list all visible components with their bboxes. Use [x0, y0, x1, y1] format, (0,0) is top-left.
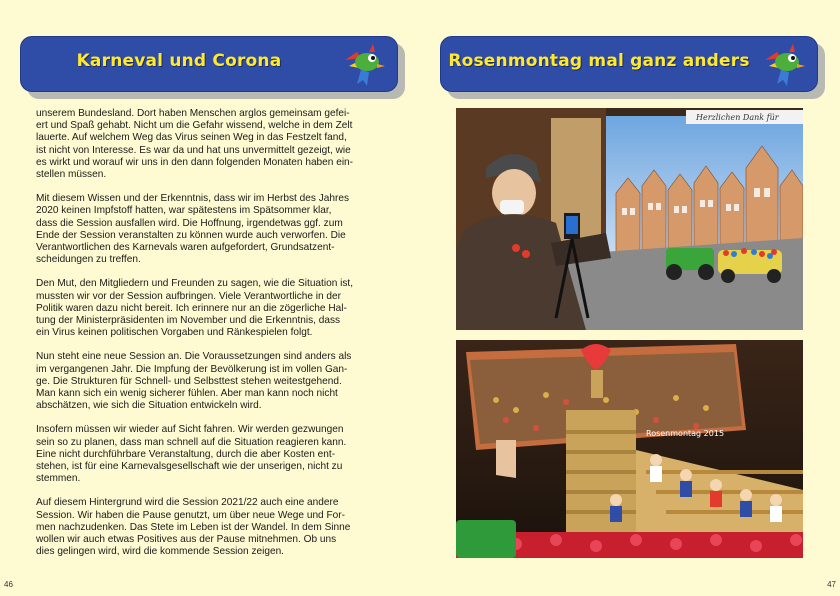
photo-miniature-parade-float [456, 340, 803, 558]
paragraph: Mit diesem Wissen und der Erkenntnis, dass wir im Herbst des Jahres 2020 keinen Impfstoff hatten, war spätestens im Spätsommer klar, dass die Session ausfallen wird. Die Hoffnung, irgendetwas ggf. zum Ende der Session veranstalten zu können wurde auch verworfen. Die Verantwortlichen des Karnevals waren aufgefordert, Grundsatzent- scheidungen zu treffen. [36, 193, 350, 266]
page-number-right: 47 [827, 580, 836, 589]
paragraph: Nun steht eine neue Session an. Die Voraussetzungen sind anders als im vergangenen Jahr. Die Impfung der Bevölkerung ist im vollen Gan- ge. Die Strukturen für Schnell- und Selbsttest stehen weitestgehend. Man kann sich ein wenig sicherer fühlen. Aber man kann noch nicht abschätzen, wie sich die Situation entwickeln wird. [36, 351, 352, 412]
left-page-title: Karneval und Corona [76, 51, 282, 71]
carnival-mascot-icon [759, 40, 807, 88]
right-page-title: Rosenmontag mal ganz anders [448, 51, 750, 71]
right-title-banner [440, 36, 818, 92]
paragraph: Den Mut, den Mitgliedern und Freunden zu sagen, wie die Situation ist, mussten wir vor der Session aufbringen. Viele Verantwortliche in der Politik waren dazu nicht bereit. Ich erinnere nur an die zögerliche Hal- tung der Ministerpräsidenten im November und die Erkenntnis, dass ein Virus keinen politischen Vorgaben und Ränkespielen folgt. [36, 278, 354, 339]
carnival-mascot-icon [339, 40, 387, 88]
page-number-left: 46 [4, 580, 13, 589]
paragraph: Insofern müssen wir wieder auf Sicht fahren. Wir werden gezwungen sein so zu planen, dass man schnell auf die Situation reagieren kann. Eine nicht durchführbare Veranstaltung, durch die aber Kosten ent- stehen, ist für eine Karnevalsgesellschaft wie der unserigen, nicht zu stemmen. [36, 424, 347, 485]
paragraph: unserem Bundesland. Dort haben Menschen arglos gemeinsam gefei- ert und Spaß gehabt. Nicht um die Gefahr wissend, welche in dem Zelt lauerte. Auf welchem Weg das Virus seinen Weg in das Festzelt fand, ist nicht von Interesse. Es war da und hat uns unvermittelt gezeigt, wie es wirkt und worauf wir uns in den dann folgenden Monaten haben ein- stellen müssen. [36, 108, 354, 181]
banner-text: Rosenmontag 2015 [646, 429, 725, 438]
photo-filming-miniature-parade [456, 108, 803, 330]
left-title-banner [20, 36, 398, 92]
article-body [36, 108, 388, 571]
sign-text: Herzlichen Dank für [696, 113, 779, 122]
paragraph: Auf diesem Hintergrund wird die Session 2021/22 auch eine andere Session. Wir haben die Pause genutzt, um über neue Wege und For- men nachzudenken. Das Stete im Leben ist der Wandel. In dem Sinne wollen wir auch etwas Positives aus der Pause mitnehmen. Ob uns dies gelingen wird, wird die kommende Session zeigen. [36, 497, 351, 558]
